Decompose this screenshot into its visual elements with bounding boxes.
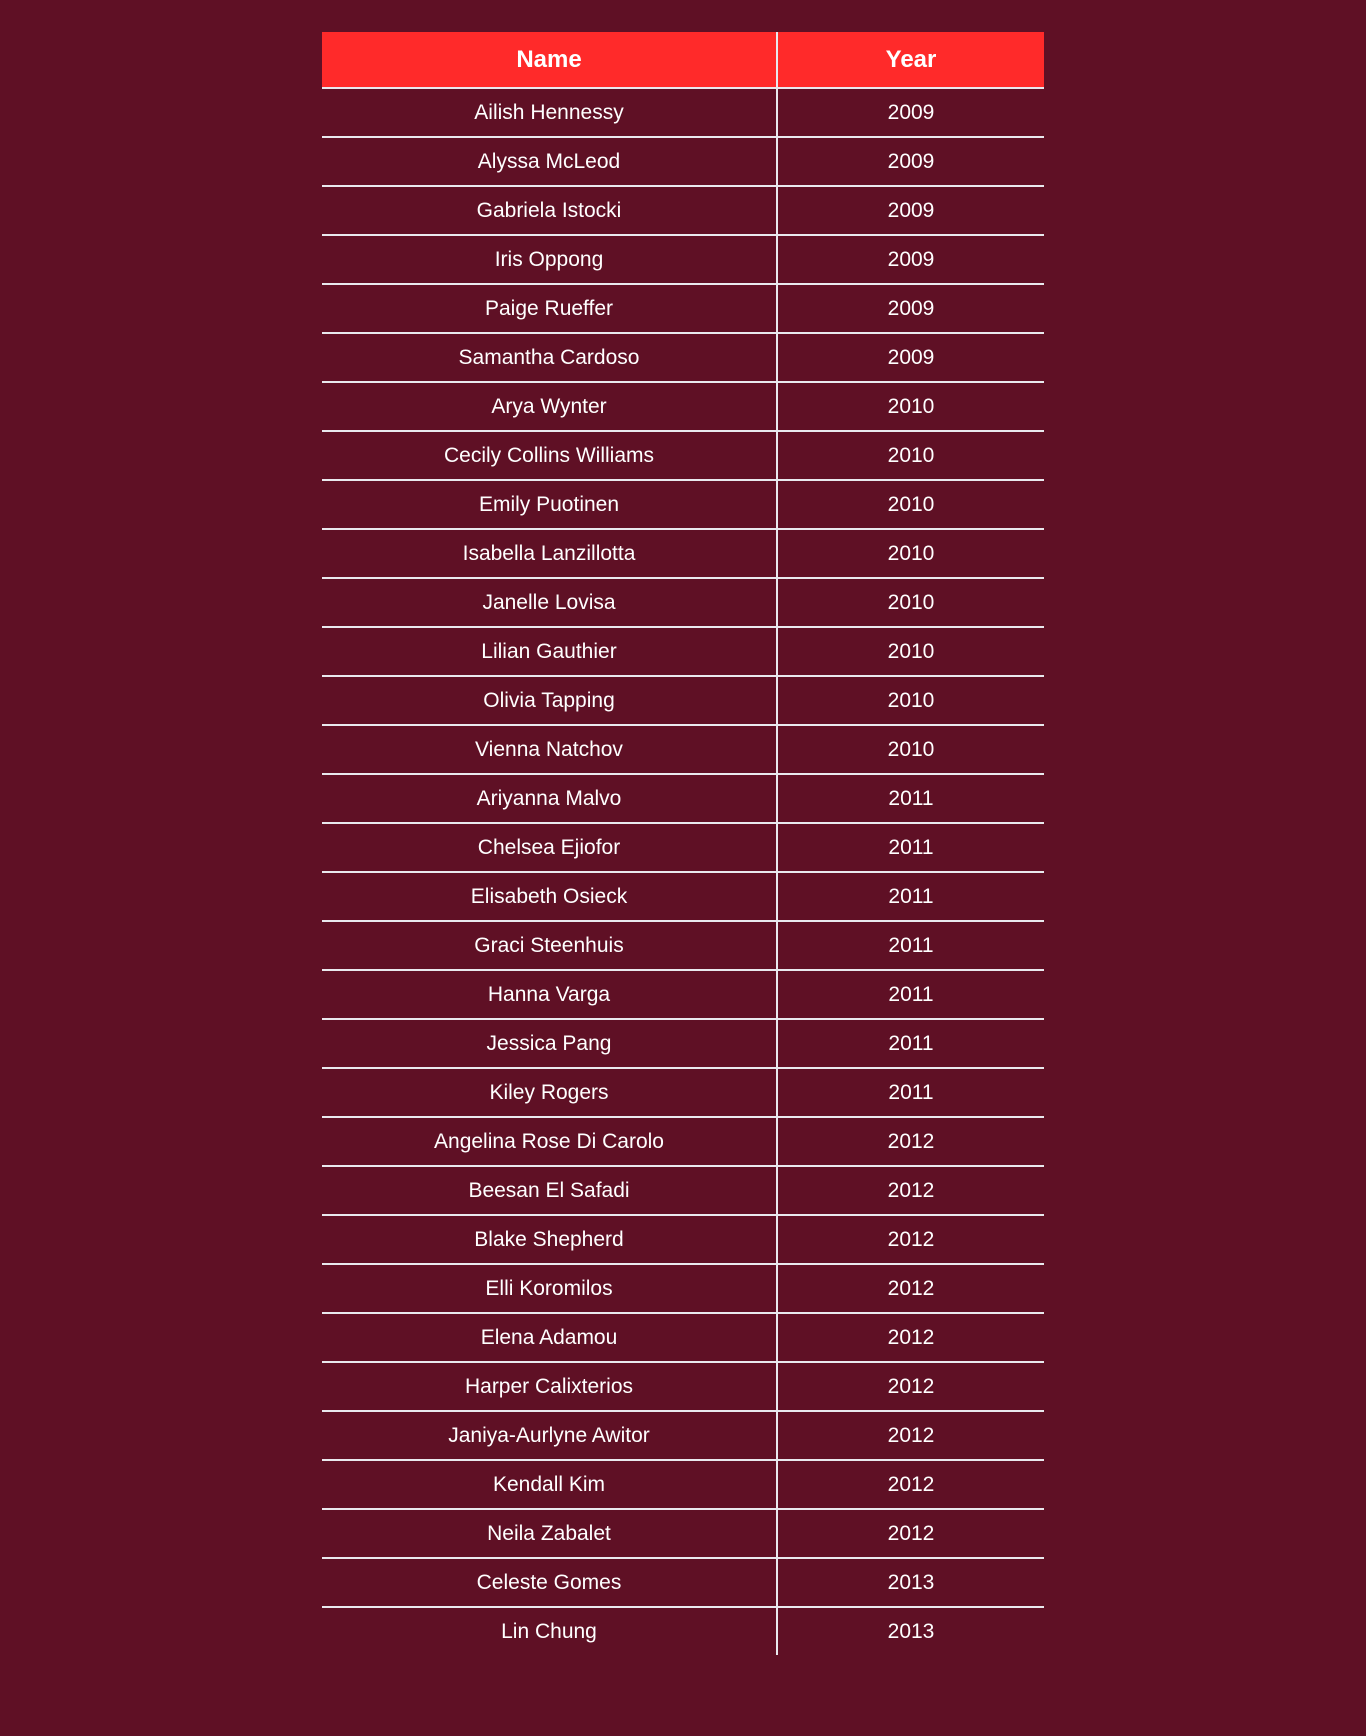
table-row	[322, 921, 1044, 970]
year-cell: 2011	[777, 1019, 1044, 1068]
name-cell: Samantha Cardoso	[322, 333, 777, 382]
name-cell: Olivia Tapping	[322, 676, 777, 725]
name-cell: Kendall Kim	[322, 1460, 777, 1509]
table-row	[322, 627, 1044, 676]
year-cell: 2012	[777, 1313, 1044, 1362]
name-cell: Paige Rueffer	[322, 284, 777, 333]
name-cell: Emily Puotinen	[322, 480, 777, 529]
year-cell: 2010	[777, 382, 1044, 431]
year-cell: 2010	[777, 578, 1044, 627]
name-cell: Celeste Gomes	[322, 1558, 777, 1607]
year-cell: 2012	[777, 1117, 1044, 1166]
column-header-name: Name	[322, 32, 777, 88]
table-row	[322, 235, 1044, 284]
year-cell: 2012	[777, 1166, 1044, 1215]
year-cell: 2012	[777, 1411, 1044, 1460]
year-cell: 2009	[777, 186, 1044, 235]
table-row	[322, 1313, 1044, 1362]
table-row	[322, 88, 1044, 137]
table-row	[322, 1411, 1044, 1460]
name-cell: Jessica Pang	[322, 1019, 777, 1068]
year-cell: 2011	[777, 970, 1044, 1019]
name-cell: Alyssa McLeod	[322, 137, 777, 186]
table-row	[322, 1019, 1044, 1068]
table-body	[322, 88, 1044, 1655]
table-row	[322, 774, 1044, 823]
table-row	[322, 1509, 1044, 1558]
table-row	[322, 382, 1044, 431]
name-cell: Blake Shepherd	[322, 1215, 777, 1264]
year-cell: 2011	[777, 921, 1044, 970]
table-row	[322, 1558, 1044, 1607]
name-cell: Ailish Hennessy	[322, 88, 777, 137]
name-cell: Cecily Collins Williams	[322, 431, 777, 480]
year-cell: 2010	[777, 627, 1044, 676]
table-row	[322, 1264, 1044, 1313]
table-row	[322, 1460, 1044, 1509]
year-cell: 2013	[777, 1607, 1044, 1655]
year-cell: 2011	[777, 774, 1044, 823]
table-row	[322, 676, 1044, 725]
year-cell: 2012	[777, 1362, 1044, 1411]
name-cell: Gabriela Istocki	[322, 186, 777, 235]
table-row	[322, 186, 1044, 235]
year-cell: 2009	[777, 137, 1044, 186]
year-cell: 2011	[777, 823, 1044, 872]
name-cell: Lilian Gauthier	[322, 627, 777, 676]
name-cell: Neila Zabalet	[322, 1509, 777, 1558]
table-row	[322, 529, 1044, 578]
table-row	[322, 431, 1044, 480]
year-cell: 2010	[777, 529, 1044, 578]
roster-table	[322, 32, 1044, 1655]
year-cell: 2009	[777, 88, 1044, 137]
name-cell: Iris Oppong	[322, 235, 777, 284]
table-row	[322, 480, 1044, 529]
table-row	[322, 1068, 1044, 1117]
table-row	[322, 1607, 1044, 1655]
year-cell: 2012	[777, 1215, 1044, 1264]
table-row	[322, 725, 1044, 774]
year-cell: 2011	[777, 872, 1044, 921]
table-row	[322, 1166, 1044, 1215]
name-cell: Elli Koromilos	[322, 1264, 777, 1313]
table-row	[322, 970, 1044, 1019]
table-row	[322, 284, 1044, 333]
year-cell: 2009	[777, 333, 1044, 382]
table-row	[322, 333, 1044, 382]
year-cell: 2010	[777, 431, 1044, 480]
header-row	[322, 32, 1044, 88]
name-cell: Arya Wynter	[322, 382, 777, 431]
year-cell: 2009	[777, 284, 1044, 333]
name-cell: Lin Chung	[501, 1619, 597, 1643]
table-row	[322, 137, 1044, 186]
name-cell: Ariyanna Malvo	[322, 774, 777, 823]
name-cell: Hanna Varga	[322, 970, 777, 1019]
column-header-year: Year	[777, 32, 1044, 88]
name-cell: Isabella Lanzillotta	[322, 529, 777, 578]
year-cell: 2012	[777, 1460, 1044, 1509]
year-cell: 2009	[777, 235, 1044, 284]
name-cell: Graci Steenhuis	[322, 921, 777, 970]
name-cell: Chelsea Ejiofor	[322, 823, 777, 872]
name-cell: Angelina Rose Di Carolo	[322, 1117, 777, 1166]
name-cell: Janiya-Aurlyne Awitor	[322, 1411, 777, 1460]
name-cell: Elena Adamou	[322, 1313, 777, 1362]
year-cell: 2012	[777, 1264, 1044, 1313]
name-cell: Vienna Natchov	[322, 725, 777, 774]
table-row	[322, 1215, 1044, 1264]
table-row	[322, 872, 1044, 921]
name-cell: Harper Calixterios	[322, 1362, 777, 1411]
table-row	[322, 1362, 1044, 1411]
year-cell: 2013	[777, 1558, 1044, 1607]
year-cell: 2011	[777, 1068, 1044, 1117]
name-cell: Beesan El Safadi	[322, 1166, 777, 1215]
table-row	[322, 823, 1044, 872]
year-cell: 2010	[777, 480, 1044, 529]
name-cell: Janelle Lovisa	[322, 578, 777, 627]
name-cell: Elisabeth Osieck	[322, 872, 777, 921]
table-header	[322, 32, 1044, 88]
table-row	[322, 1117, 1044, 1166]
year-cell: 2010	[777, 676, 1044, 725]
table-row	[322, 578, 1044, 627]
year-cell: 2012	[777, 1509, 1044, 1558]
name-cell: Kiley Rogers	[322, 1068, 777, 1117]
year-cell: 2010	[777, 725, 1044, 774]
